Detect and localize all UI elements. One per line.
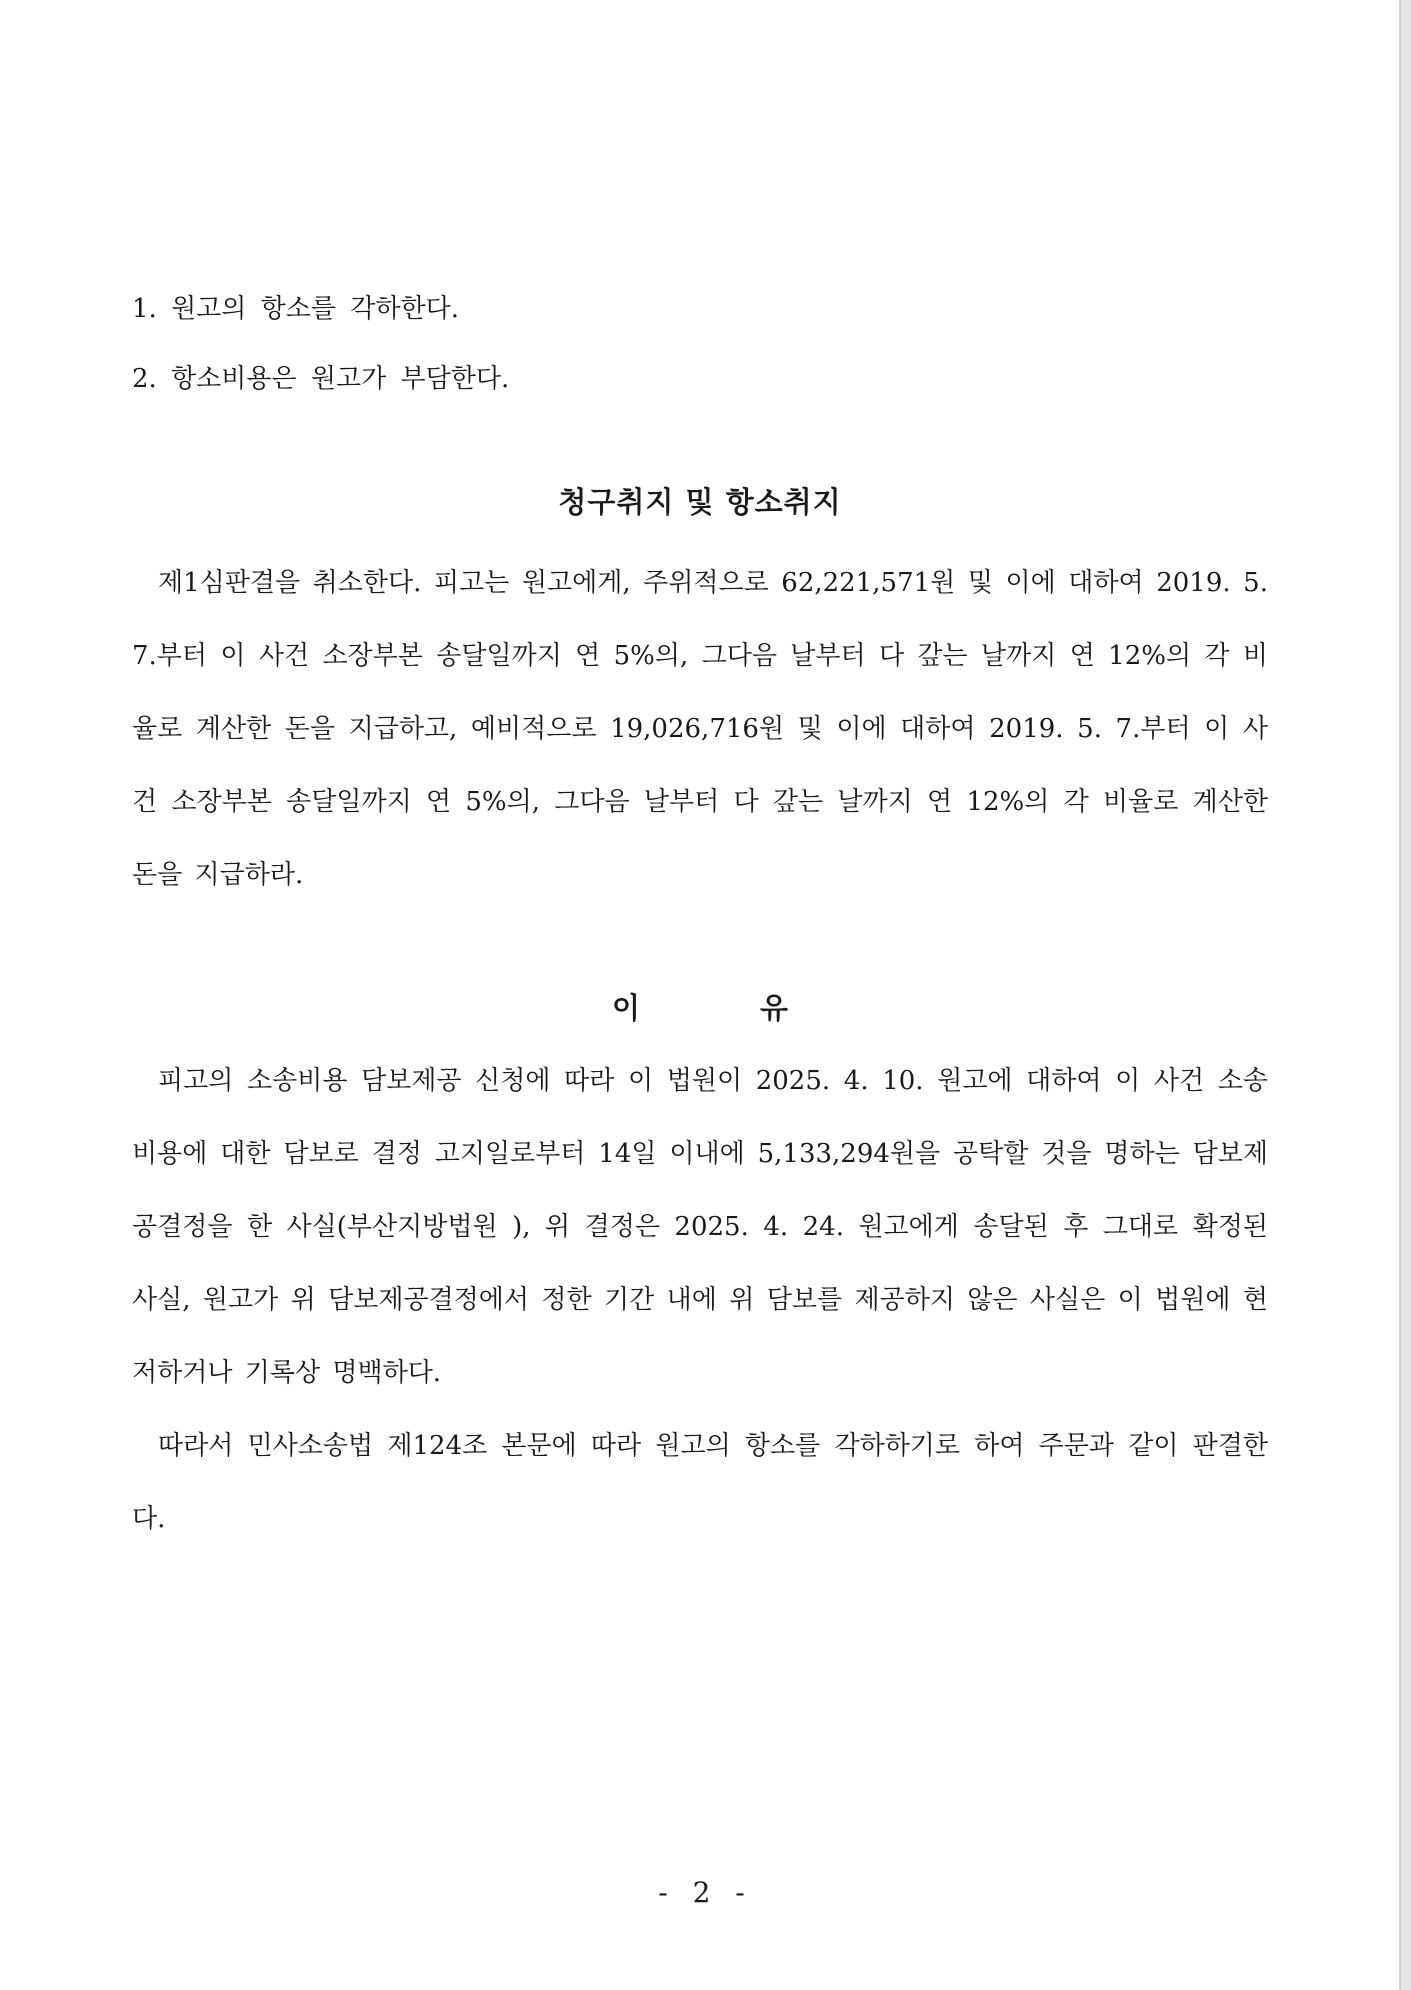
claim-paragraph: 제1심판결을 취소한다. 피고는 원고에게, 주위적으로 62,221,571원 및 이에 대하여 2019. 5. 7.부터 이 사건 소장부본 송달일까지 연 5%의, 그다음 날부터 다 갚는 날까지 연 12%의 각 비율로 계산한 돈을 지급하고, 예비적으로 19,026,716원 및 이에 대하여 2019. 5. 7.부터 이 사건 소장부본 송달일까지 연 5%의, 그다음 날부터 다 갚는 날까지 연 12%의 각 비율로 계산한 돈을 지급하라. [132, 568, 1268, 890]
reason-paragraph-2: 따라서 민사소송법 제124조 본문에 따라 원고의 항소를 각하하기로 하여 주문과 같이 판결한다. [132, 1431, 1268, 1534]
order-item-2: 2. 항소비용은 원고가 부담한다. [132, 364, 510, 394]
reason-heading: 이 유 [611, 991, 789, 1025]
reason-paragraph-1: 피고의 소송비용 담보제공 신청에 따라 이 법원이 2025. 4. 10. 원고에 대하여 이 사건 소송비용에 대한 담보로 결정 고지일로부터 14일 이내에 5,133,294원을 공탁할 것을 명하는 담보제공결정을 한 사실(부산지방법원 ), 위 결정은 2025. 4. 24. 원고에게 송달된 후 그대로 확정된 사실, 원고가 위 담보제공결정에서 정한 기간 내에 위 담보를 제공하지 않은 사실은 이 법원에 현저하거나 기록상 명백하다. [132, 1066, 1268, 1388]
order-item-1: 1. 원고의 항소를 각하한다. [132, 294, 460, 324]
page-edge [1401, 0, 1411, 1990]
claim-heading: 청구취지 및 항소취지 [558, 485, 842, 519]
page-number: - 2 - [658, 1876, 753, 1909]
document-body [132, 292, 1268, 1556]
